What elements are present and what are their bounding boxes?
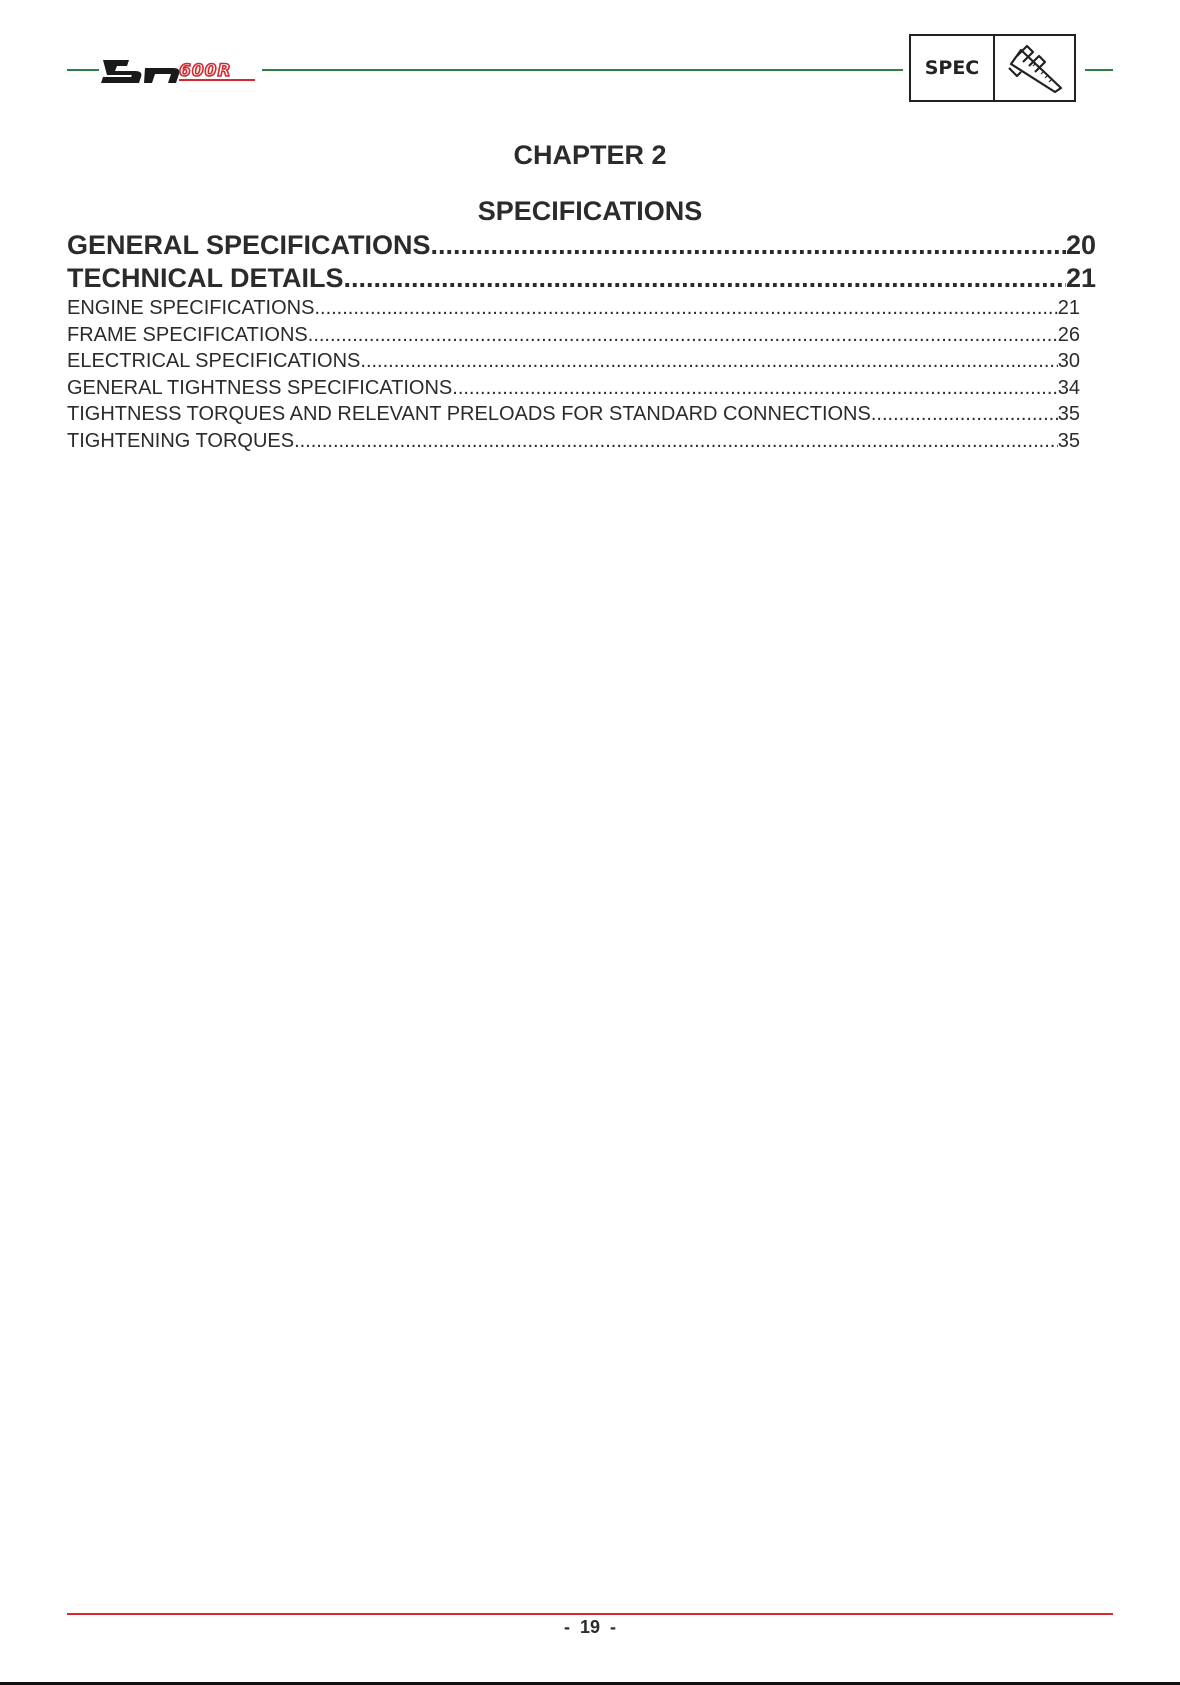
toc-entry-page: 21 bbox=[1057, 297, 1080, 319]
toc-entry-frame-specifications[interactable] bbox=[67, 322, 1080, 349]
toc-leader-dots bbox=[294, 428, 1058, 455]
toc-entry-label: TIGHTENING TORQUES bbox=[67, 429, 295, 452]
toc-entry-page: 26 bbox=[1057, 323, 1080, 346]
toc-entry-page: 21 bbox=[1065, 263, 1096, 293]
spec-label: SPEC bbox=[911, 36, 995, 100]
spec-tab bbox=[909, 34, 1076, 102]
toc-entry-label: ENGINE SPECIFICATIONS bbox=[67, 297, 315, 319]
header-rule-middle bbox=[262, 69, 903, 71]
toc-leader-dots bbox=[452, 375, 1057, 402]
toc-entry-tightening-torques[interactable] bbox=[67, 428, 1080, 455]
toc-leader-dots bbox=[431, 229, 1066, 262]
header-rule-right bbox=[1085, 69, 1113, 71]
toc-entry-label: GENERAL SPECIFICATIONS bbox=[67, 230, 431, 260]
svg-text:600R: 600R bbox=[179, 61, 232, 81]
toc-entry-label: ELECTRICAL SPECIFICATIONS bbox=[67, 350, 361, 373]
toc-entry-label: FRAME SPECIFICATIONS bbox=[67, 323, 308, 346]
toc-entry-technical-details[interactable] bbox=[67, 262, 1096, 295]
header-rule-left bbox=[67, 69, 99, 71]
toc-entry-label: GENERAL TIGHTNESS SPECIFICATIONS bbox=[67, 376, 453, 399]
chapter-heading: CHAPTER 2 bbox=[513, 140, 667, 170]
toc-entry-page: 35 bbox=[1057, 429, 1080, 452]
toc-leader-dots bbox=[360, 348, 1057, 375]
toc-leader-dots bbox=[344, 262, 1066, 295]
page-number: - 19 - bbox=[563, 1617, 616, 1637]
toc-leader-dots bbox=[871, 401, 1058, 428]
toc-entry-engine-specifications[interactable] bbox=[67, 295, 1080, 322]
toc-entry-general-specifications[interactable] bbox=[67, 229, 1096, 262]
toc-entry-page: 34 bbox=[1057, 376, 1080, 399]
toc-entry-general-tightness-specifications[interactable] bbox=[67, 375, 1080, 402]
toc-entry-label: TIGHTNESS TORQUES AND RELEVANT PRELOADS FOR STANDARD CONNECTIONS bbox=[67, 403, 871, 426]
page-header bbox=[0, 0, 1180, 110]
chapter-title: SPECIFICATIONS bbox=[477, 196, 703, 226]
toc-entry-label: TECHNICAL DETAILS bbox=[67, 263, 344, 293]
toc-entry-page: 35 bbox=[1057, 403, 1080, 426]
toc-entry-page: 20 bbox=[1065, 230, 1096, 260]
toc-entry-tightness-torques-preloads[interactable] bbox=[67, 401, 1080, 428]
toc-entry-page: 30 bbox=[1057, 350, 1080, 373]
toc-leader-dots bbox=[314, 295, 1057, 322]
caliper-icon bbox=[995, 36, 1074, 100]
bn600r-logo bbox=[99, 54, 259, 86]
toc-entry-electrical-specifications[interactable] bbox=[67, 348, 1080, 375]
toc-leader-dots bbox=[308, 322, 1058, 349]
table-of-contents bbox=[67, 229, 1096, 455]
